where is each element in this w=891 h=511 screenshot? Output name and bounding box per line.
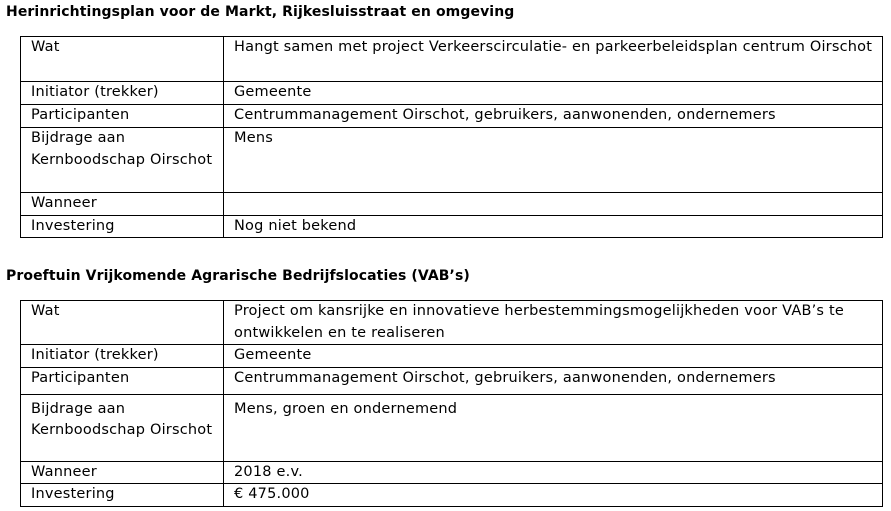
table-row [21, 484, 883, 507]
row-label-wat: Wat [21, 301, 224, 345]
table-row [21, 461, 883, 484]
row-label-participanten: Participanten [21, 105, 224, 128]
row-label-wat: Wat [21, 37, 224, 82]
table-row [21, 367, 883, 394]
row-label-initiator: Initiator (trekker) [21, 345, 224, 368]
table-row [21, 128, 883, 193]
row-label-bijdrage: Bijdrage aan Kernboodschap Oirschot [21, 394, 224, 461]
project-table-herinrichtingsplan [20, 36, 883, 238]
row-label-investering: Investering [21, 215, 224, 238]
row-label-wanneer: Wanneer [21, 461, 224, 484]
row-value-participanten: Centrummanagement Oirschot, gebruikers, aanwonenden, ondernemers [224, 105, 883, 128]
row-value-wat: Project om kansrijke en innovatieve herbestemmingsmogelijkheden voor VAB’s te ontwikkelen en te realiseren [224, 301, 883, 345]
table-row [21, 193, 883, 216]
row-label-investering: Investering [21, 484, 224, 507]
table-row [21, 105, 883, 128]
row-label-wanneer: Wanneer [21, 193, 224, 216]
table-row [21, 394, 883, 461]
row-value-bijdrage: Mens, groen en ondernemend [224, 394, 883, 461]
row-value-participanten: Centrummanagement Oirschot, gebruikers, aanwonenden, ondernemers [224, 367, 883, 394]
row-value-bijdrage: Mens [224, 128, 883, 193]
row-value-wanneer [224, 193, 883, 216]
row-value-initiator: Gemeente [224, 82, 883, 105]
table-row [21, 37, 883, 82]
row-label-bijdrage: Bijdrage aan Kernboodschap Oirschot [21, 128, 224, 193]
table-row [21, 215, 883, 238]
table-row [21, 82, 883, 105]
table-row [21, 301, 883, 345]
project-table-proeftuin-vab [20, 300, 883, 507]
section-title: Proeftuin Vrijkomende Agrarische Bedrijfslocaties (VAB’s) [6, 268, 470, 284]
section-title: Herinrichtingsplan voor de Markt, Rijkesluisstraat en omgeving [6, 4, 515, 20]
row-value-wanneer: 2018 e.v. [224, 461, 883, 484]
row-value-wat: Hangt samen met project Verkeerscirculatie- en parkeerbeleidsplan centrum Oirschot [224, 37, 883, 82]
row-label-initiator: Initiator (trekker) [21, 82, 224, 105]
row-value-initiator: Gemeente [224, 345, 883, 368]
row-label-participanten: Participanten [21, 367, 224, 394]
row-value-investering: Nog niet bekend [224, 215, 883, 238]
row-value-investering: € 475.000 [224, 484, 883, 507]
table-row [21, 345, 883, 368]
